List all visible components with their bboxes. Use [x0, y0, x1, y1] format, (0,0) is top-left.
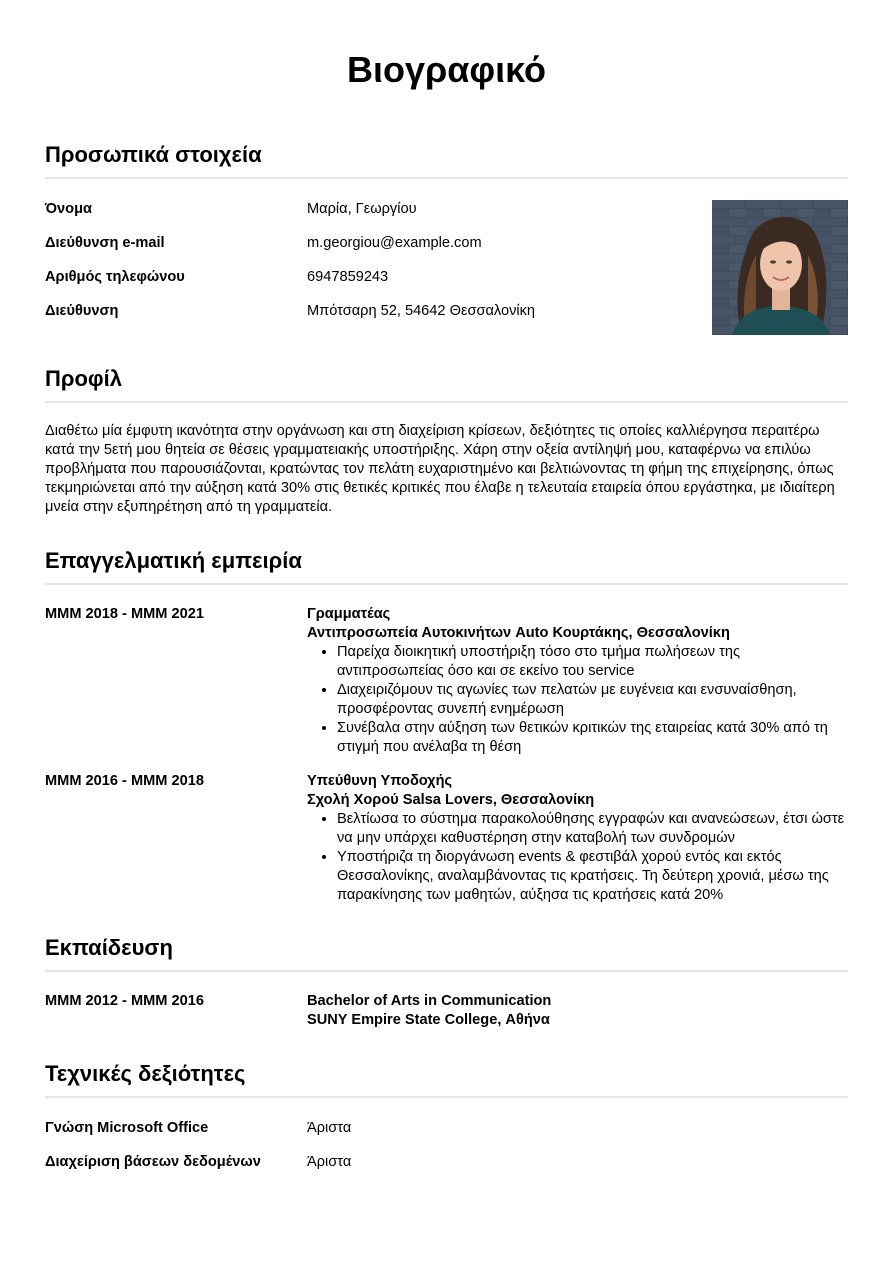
section-heading-experience: Επαγγελματική εμπειρία	[45, 547, 848, 585]
list-item: • Διαχειριζόμουν τις αγωνίες των πελατών με ευγένεια και ενσυναίσθηση, προσφέροντας συνεπή ενημέρωση	[337, 681, 850, 719]
section-heading-personal: Προσωπικά στοιχεία	[45, 141, 848, 179]
skill-level: Άριστα	[307, 1120, 352, 1136]
entry-organization: Αντιπροσωπεία Αυτοκινήτων Auto Κουρτάκης, Θεσσαλονίκη	[307, 625, 730, 641]
entry-institution: SUNY Empire State College, Αθήνα	[307, 1012, 550, 1028]
field-label: Αριθμός τηλεφώνου	[45, 269, 185, 285]
field-label: Διεύθυνση	[45, 303, 119, 319]
entry-degree: Bachelor of Arts in Communication	[307, 993, 552, 1009]
entry-title: Γραμματέας	[307, 606, 391, 622]
profile-photo	[712, 200, 848, 335]
entry-date: ΜΜΜ 2018 - ΜΜΜ 2021	[45, 606, 204, 622]
section-heading-skills: Τεχνικές δεξιότητες	[45, 1060, 848, 1098]
section-heading-education: Εκπαίδευση	[45, 934, 848, 972]
field-value: 6947859243	[307, 269, 389, 285]
field-value: Μαρία, Γεωργίου	[307, 201, 417, 217]
entry-title: Υπεύθυνη Υποδοχής	[307, 773, 453, 789]
person-photo-icon	[712, 200, 848, 335]
skill-level: Άριστα	[307, 1154, 352, 1170]
entry-bullet-list	[307, 810, 850, 905]
field-label: Διεύθυνση e-mail	[45, 235, 165, 251]
list-item: • Παρείχα διοικητική υποστήριξη τόσο στο τμήμα πωλήσεων της αντιπροσωπείας όσο και σε εκείνο του service	[337, 643, 850, 681]
entry-body	[307, 605, 850, 757]
entry-date: ΜΜΜ 2016 - ΜΜΜ 2018	[45, 773, 204, 789]
field-value: Μπότσαρη 52, 54642 Θεσσαλονίκη	[307, 303, 536, 319]
field-label: Όνομα	[45, 201, 92, 217]
field-value: m.georgiou@example.com	[307, 235, 482, 251]
list-item: • Βελτίωσα το σύστημα παρακολούθησης εγγραφών και ανανεώσεων, έτσι ώστε να μην υπάρχει καθυστέρηση στην καταβολή των συνδρομών	[337, 810, 850, 848]
entry-organization: Σχολή Χορού Salsa Lovers, Θεσσαλονίκη	[307, 792, 595, 808]
entry-body	[307, 992, 850, 1030]
entry-bullet-list	[307, 643, 850, 757]
list-item: • Υποστήριζα τη διοργάνωση events & φεστιβάλ χορού εντός και εκτός Θεσσαλονίκης, αναλαμβάνοντας τις κρατήσεις. Τη δεύτερη χρονιά, μέσω της παρακίνησης των μαθητών, αύξησα τις κρατήσεις κατά 20%	[337, 848, 850, 905]
entry-body	[307, 772, 850, 905]
list-item: • Συνέβαλα στην αύξηση των θετικών κριτικών της εταιρείας κατά 30% από τη στιγμή που ανέλαβα τη θέση	[337, 719, 850, 757]
skill-name: Διαχείριση βάσεων δεδομένων	[45, 1154, 261, 1170]
profile-summary: Διαθέτω μία έμφυτη ικανότητα στην οργάνωση και στη διαχείριση κρίσεων, δεξιότητες τις οποίες καλλιέργησα περαιτέρω κατά την 5ετή μου θητεία σε θέσεις γραμματειακής υποστήριξης. Χάρη στην οξεία αντίληψή μου, καταφέρνω να επιλύω προβλήματα που παρουσιάζονται, κρατώντας τον πελάτη ευχαριστημένο και βελτιώνοντας τη φήμη της επιχείρησης, όπως τεκμηριώνεται από την αύξηση κατά 30% στις θετικές κριτικές που έλαβε η τελευταία εταιρεία όπου εργάστηκα, με ιδιαίτερη μνεία στην εξυπηρέτηση από τη γραμματεία.	[45, 423, 835, 515]
document-title: Βιογραφικό	[346, 49, 547, 90]
section-heading-profile: Προφίλ	[45, 365, 848, 403]
entry-date: ΜΜΜ 2012 - ΜΜΜ 2016	[45, 993, 204, 1009]
skill-name: Γνώση Microsoft Office	[45, 1120, 209, 1136]
